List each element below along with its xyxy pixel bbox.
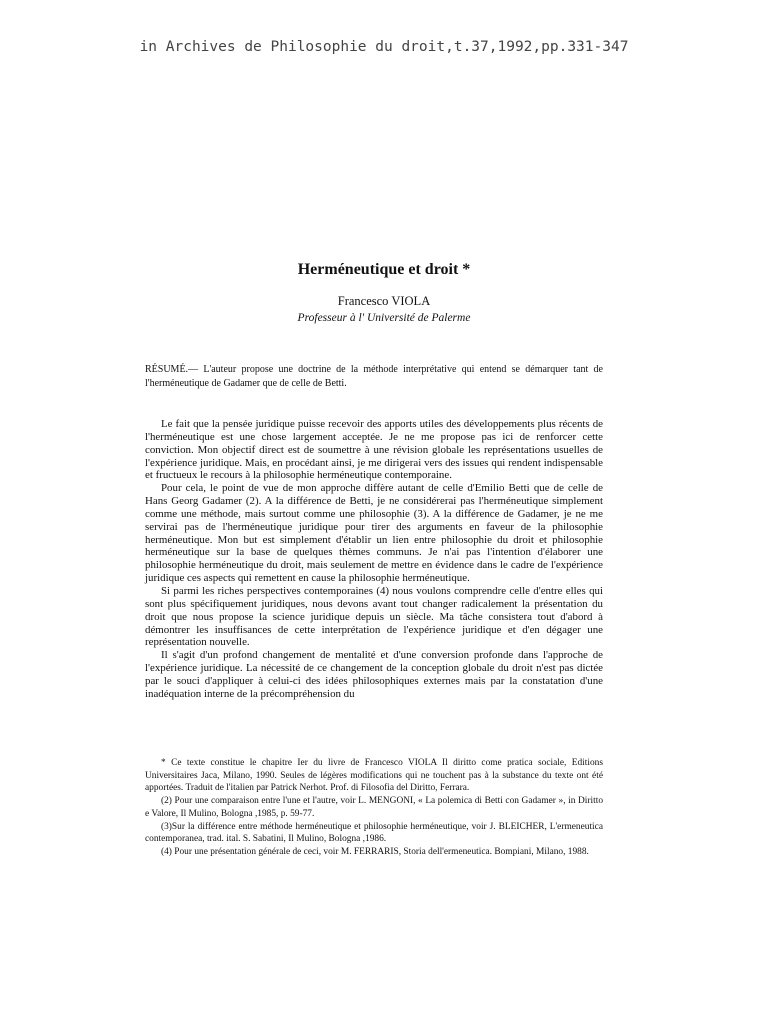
author-affiliation: Professeur à l' Université de Palerme: [297, 312, 471, 324]
source-citation: in Archives de Philosophie du droit,t.37,1992,pp.331-347: [139, 39, 629, 55]
paragraph: Le fait que la pensée juridique puisse recevoir des apports utiles des développements plus récents de l'herméneutique est une chose largement acceptée. Je ne me propose pas ici de renforcer cette conviction. Mon objectif direct est de soumettre à une révision globale les représentations usuelles de l'expérience juridique. Mais, en procédant ainsi, je me dirigerai vers des issues qui rendent indispensable et fructueux le recours à la philosophie herméneutique contemporaine.: [145, 418, 603, 482]
footnote: (3)Sur la différence entre méthode herméneutique et philosophie herméneutique, voir J. BLEICHER, L'ermeneutica contemporanea, trad. ital. S. Sabatini, Il Mulino, Bologna ,1986.: [145, 821, 603, 845]
paragraph: Il s'agit d'un profond changement de mentalité et d'une conversion profonde dans l'approche de l'expérience juridique. La nécessité de ce changement de la conception globale du droit n'est pas dictée par le souci d'appliquer à celui-ci des idées philosophiques externes mais par la constatation d'une inadéquation interne de la précompréhension du: [145, 649, 603, 700]
footnote: * Ce texte constitue le chapitre Ier du livre de Francesco VIOLA Il diritto come pratica sociale, Editions Universitaires Jaca, Milano, 1990. Seules de légères modifications qui ne touchent pas à la substance du texte ont été apportées. Traduit de l'italien par Patrick Nerhot. Prof. di Filosofia del Diritto, Ferrara.: [145, 758, 603, 794]
paragraph: Si parmi les riches perspectives contemporaines (4) nous voulons comprendre celle d'entre elles qui sont plus spécifiquement juridiques, nous devons avant tout changer radicalement la présentation du droit que nous propose la science juridique depuis un siècle. Ma tâche consistera tout d'abord à démontrer les insuffisances de cette interprétation de l'expérience juridique et d'en dégager une représentation nouvelle.: [145, 584, 603, 649]
footnote: (2) Pour une comparaison entre l'une et l'autre, voir L. MENGONI, « La polemica di Betti con Gadamer », in Diritto e Valore, Il Mulino, Bologna ,1985, p. 59-77.: [145, 796, 603, 819]
abstract: RÉSUMÉ.— L'auteur propose une doctrine de la méthode interprétative qui entend se démarquer tant de l'herméneutique de Gadamer que de celle de Betti.: [145, 364, 603, 389]
article-title: Herméneutique et droit *: [297, 261, 471, 278]
footnote: (4) Pour une présentation générale de ceci, voir M. FERRARIS, Storia dell'ermeneutica. Bompiani, Milano, 1988.: [161, 846, 589, 857]
body-text: [145, 418, 603, 701]
paragraph: Pour cela, le point de vue de mon approche diffère autant de celle d'Emilio Betti que de celle de Hans Georg Gadamer (2). A la différence de Betti, je ne considérerai pas l'herméneutique simplement comme une méthode, mais surtout comme une philosophie (3). A la différence de Gadamer, je ne me servirai pas de l'herméneutique juridique pour tirer des arguments en faveur de la philosophie herméneutique. Mon but est simplement d'établir un lien entre philosophie du droit et philosophie herméneutique sur la base de quelques thèmes communs. Je n'ai pas l'intention d'élaborer une philosophie herméneutique du droit, mais seulement de mettre en évidence dans le cadre de l'expérience juridique ces aspects qui remettent en cause la philosophie herméneutique.: [145, 482, 603, 585]
author-name: Francesco VIOLA: [337, 294, 431, 308]
footnotes: [145, 757, 603, 859]
